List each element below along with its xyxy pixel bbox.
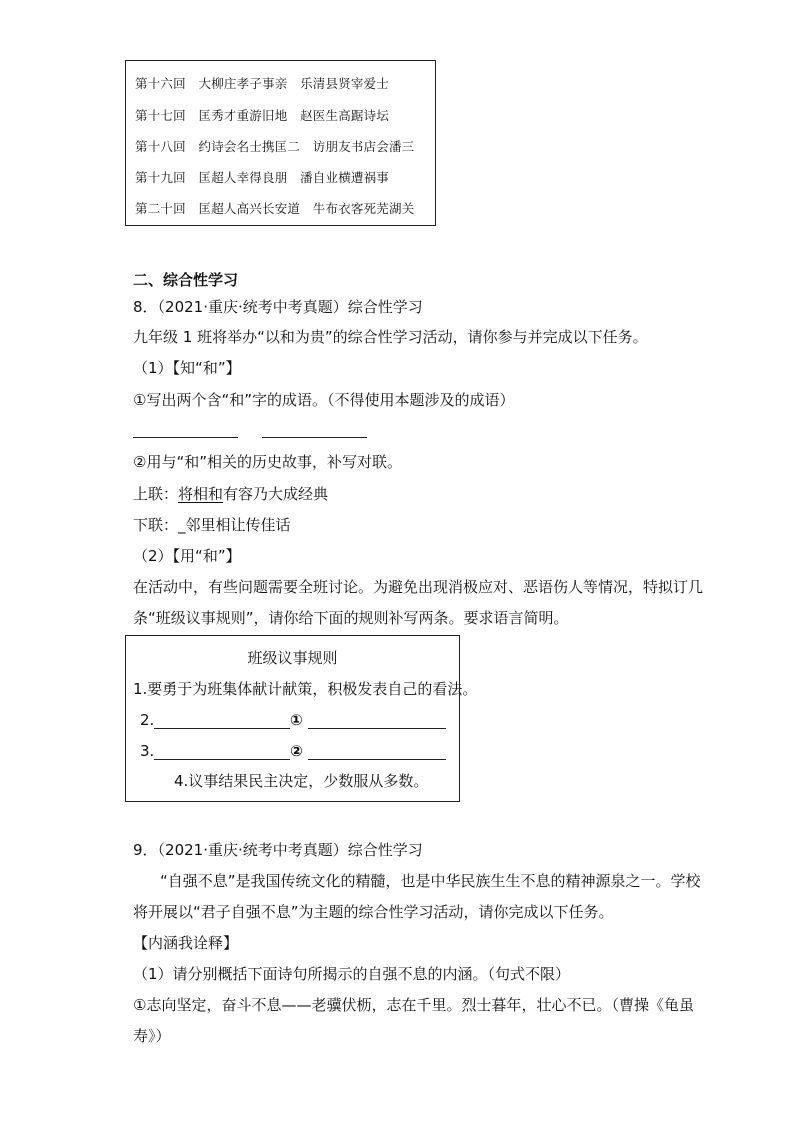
q9-part1: （1）请分别概括下面诗句所揭示的自强不息的内涵。（句式不限） — [133, 965, 571, 983]
rule-mark: ① — [290, 711, 303, 729]
chapter-line: 第十七回 匡秀才重游旧地 赵医生高踞诗坛 — [135, 108, 390, 123]
couplet-lower-label: 下联： — [133, 516, 179, 534]
q8-part2-label: （2）【用“和”】 — [133, 547, 241, 565]
couplet-upper-underlined: 将相和 — [178, 485, 224, 503]
q8-task1: ①写出两个含“和”字的成语。（不得使用本题涉及的成语） — [133, 391, 515, 409]
chapter-list-box — [125, 60, 436, 226]
couplet-lower-text: _邻里相让传佳话 — [178, 516, 291, 534]
answer-blank[interactable] — [133, 437, 238, 438]
answer-blank[interactable] — [262, 437, 367, 438]
chapter-line: 第十九回 匡超人幸得良朋 潘自业横遭祸事 — [135, 170, 390, 185]
rule-blank[interactable] — [308, 759, 446, 760]
couplet-lower — [133, 515, 291, 535]
rule-item: 1.要勇于为班集体献计献策，积极发表自己的看法。 — [133, 680, 478, 698]
q8-task2: ②用与“和”相关的历史故事，补写对联。 — [133, 453, 402, 471]
q9-item1-line: ①志向坚定，奋斗不息——老骥伏枥，志在千里。烈士暮年，壮心不已。（曹操《龟虽 — [133, 996, 694, 1014]
chapter-line: 第十八回 约诗会名士携匡二 访朋友书店会潘三 — [135, 139, 415, 154]
q9-item1-line: 寿》） — [133, 1027, 171, 1045]
couplet-upper-label: 上联： — [133, 485, 179, 503]
chapter-line: 第十六回 大柳庄孝子事亲 乐清县贤宰爱士 — [135, 76, 390, 91]
rule-item: 4.议事结果民主决定，少数服从多数。 — [174, 772, 429, 790]
q8-paragraph-line: 在活动中，有些问题需要全班讨论。为避免出现消极应对、恶语伤人等情况，特拟订几 — [133, 578, 704, 596]
rule-blank[interactable] — [308, 728, 446, 729]
q8-header: 8．（2021·重庆·统考中考真题）综合性学习 — [133, 298, 423, 316]
q8-part1-label: （1）【知“和”】 — [133, 359, 241, 377]
couplet-upper — [133, 484, 328, 504]
q9-section-label: 【内涵我诠释】 — [133, 934, 239, 952]
rules-title: 班级议事规则 — [247, 649, 338, 667]
rule-number: 2. — [140, 711, 155, 729]
q9-header: 9．（2021·重庆·统考中考真题）综合性学习 — [133, 841, 423, 859]
rule-blank[interactable] — [154, 759, 290, 760]
q9-paragraph-line: 将开展以“君子自强不息”为主题的综合性学习活动，请你完成以下任务。 — [133, 903, 614, 921]
rules-box — [125, 635, 478, 802]
rule-blank[interactable] — [154, 728, 290, 729]
chapter-line: 第二十回 匡超人高兴长安道 牛布衣客死芜湖关 — [135, 201, 415, 216]
q9-paragraph-line: “自强不息”是我国传统文化的精髓，也是中华民族生生不息的精神源泉之一。学校 — [160, 872, 701, 890]
couplet-upper-rest: 有容乃大成经典 — [223, 485, 329, 503]
section-heading: 二、综合性学习 — [133, 271, 239, 289]
q8-paragraph-line: 条“班级议事规则”，请你给下面的规则补写两条。要求语言简明。 — [133, 609, 569, 627]
rule-mark: ② — [290, 742, 303, 760]
rule-number: 3. — [140, 742, 155, 760]
q8-intro: 九年级 1 班将举办“以和为贵”的综合性学习活动，请你参与并完成以下任务。 — [133, 328, 648, 346]
